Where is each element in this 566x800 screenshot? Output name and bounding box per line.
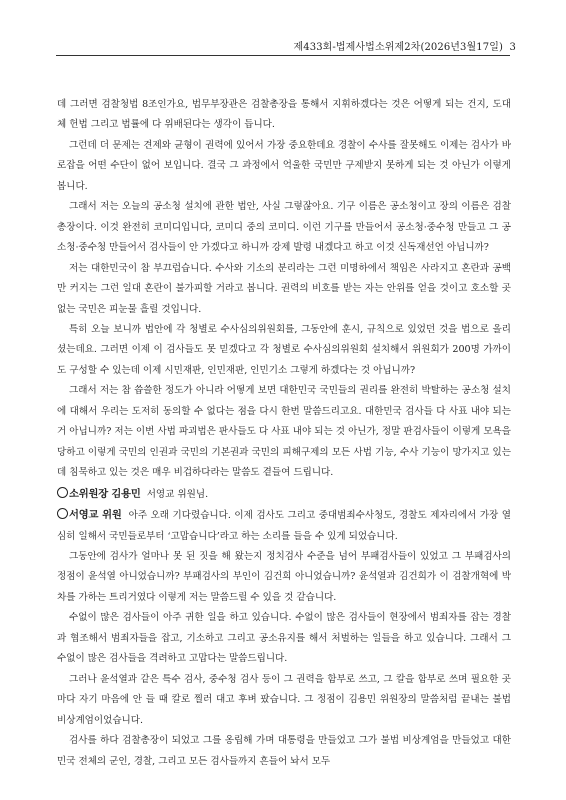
- paragraph: 특히 오늘 보니까 법안에 각 청별로 수사심의위원회를, 그동안에 훈시, 규칙으로 있었던 것을 법으로 올리셨는데요. 그러면 이제 이 검사들도 못 믿겠다고 각 청별로 수사심의위원회 설치해서 위원회가 200명 가까이도 구성할 수 있는데 이제 시민재판, 인민재판, 인민기소 그렇게 하겠다는 것 아닙니까?: [57, 323, 511, 376]
- paragraph: 그러나 윤석열과 같은 특수 검사, 중수청 검사 등이 그 권력을 함부로 쓰고, 그 칼을 함부로 쓰며 필요한 곳마다 자기 마음에 안 들 때 칼로 찔러 대고 후벼 팠습니다. 그 정점이 김용민 위원장의 말씀처럼 끝내는 불법 비상계엄이었습니다.: [57, 673, 511, 726]
- paragraph: 수없이 많은 검사들이 아주 귀한 일을 하고 있습니다. 수없이 많은 검사들이 현장에서 범죄자를 잡는 경찰과 협조해서 범죄자들을 잡고, 기소하고 그리고 공소유지를 해서 처벌하는 일들을 하고 있습니다. 그래서 그 수없이 많은 검사들을 격려하고 고맙다는 말씀드립니다.: [57, 612, 511, 665]
- paragraph: 데 그러면 검찰청법 8조인가요, 법무부장관은 검찰총장을 통해서 지휘하겠다는 것은 어떻게 되는 건지, 도대체 헌법 그리고 법률에 다 위배된다는 생각이 듭니다.: [57, 99, 511, 131]
- paragraph: 그래서 저는 오늘의 공소청 설치에 관한 법안, 사실 그렇잖아요. 기구 이름은 공소청이고 장의 이름은 검찰총장이다. 이것 완전히 코미디입니다, 코미디 중의 코미디. 이런 기구를 만들어서 공소청·중수청 만들고 그 공소청·중수청 만들어서 검사들이 안 가겠다고 하니까 강제 발령 내겠다고 하고 이것 신독재선언 아닙니까?: [57, 201, 511, 254]
- paragraph: 그런데 더 문제는 견제와 균형이 권력에 있어서 가장 중요한데요 경찰이 수사를 잘못해도 이제는 검사가 바로잡을 어떤 수단이 없어 보입니다. 결국 그 과정에서 억울한 국민만 구제받지 못하게 되는 것 아닌가 이렇게 봅니다.: [57, 139, 511, 192]
- page-number: 3: [509, 42, 516, 53]
- header-rule: [56, 55, 510, 56]
- speaker-name: 소위원장 김용민: [57, 488, 141, 500]
- paragraph: 검사를 하다 검찰총장이 되었고 그를 옹립해 가며 대통령을 만들었고 그가 불법 비상계엄을 만들었고 대한민국 전체의 군인, 경찰, 그리고 모든 검사들까지 흔들어 놔서 모두: [57, 735, 511, 767]
- speaker-marker-icon: [57, 508, 68, 519]
- paragraph: 그래서 저는 참 씁쓸한 정도가 아니라 어떻게 보면 대한민국 국민들의 권리를 완전히 박탈하는 공소청 설치에 대해서 우리는 도저히 동의할 수 없다는 점을 다시 한번 말씀드리고요. 대한민국 검사들 다 사표 내야 되는 거 아닙니까? 저는 이번 사법 파괴법은 판사들도 다 사표 내야 되는 것 아닌가, 정말 판검사들이 이렇게 모욕을 당하고 이렇게 국민의 인권과 국민의 기본권과 국민의 피해구제의 모든 사법 기능, 수사 기능이 망가지고 있는데 침묵하고 있는 것은 매우 비겁하다라는 말씀도 곁들여 드립니다.: [57, 385, 511, 479]
- speaker-marker-icon: [57, 487, 68, 498]
- speaker-paragraph: [57, 505, 511, 547]
- session-info: 제433회-법제사법소위제2차(2026년3월17일): [293, 42, 503, 53]
- speech-text: 아주 오래 기다렸습니다. 이제 검사도 그리고 중대범죄수사청도, 경찰도 제자리에서 가장 열심히 일해서 국민들로부터 ‘고맙습니다’라고 하는 소리를 들을 수 있게 되었습니다.: [57, 510, 511, 542]
- paragraph: 저는 대한민국이 참 부끄럽습니다. 수사와 기소의 분리라는 그런 미명하에서 책임은 사라지고 혼란과 공백만 커지는 그런 일대 혼란이 불가피할 거라고 봅니다. 권력의 비호를 받는 자는 안위를 얻을 것이고 호소할 곳 없는 국민은 피눈물 흘릴 것입니다.: [57, 262, 511, 315]
- speaker-name: 서영교 위원: [57, 509, 122, 521]
- speech-text: 서영교 위원님.: [146, 488, 209, 500]
- speaker-paragraph: [57, 484, 511, 505]
- page-header: [294, 38, 516, 53]
- paragraph: 그동안에 검사가 얼마나 못 된 짓을 해 왔는지 정치검사 수준을 넘어 부패검사들이 있었고 그 부패검사의 정점이 윤석열 아니었습니까? 부패검사의 부인이 김건희 아니었습니까? 윤석열과 김건희가 이 검찰개혁에 박차를 가하는 트리거였다 이렇게 저는 말씀드릴 수 있을 것 같습니다.: [57, 550, 511, 603]
- transcript-body: [57, 95, 511, 772]
